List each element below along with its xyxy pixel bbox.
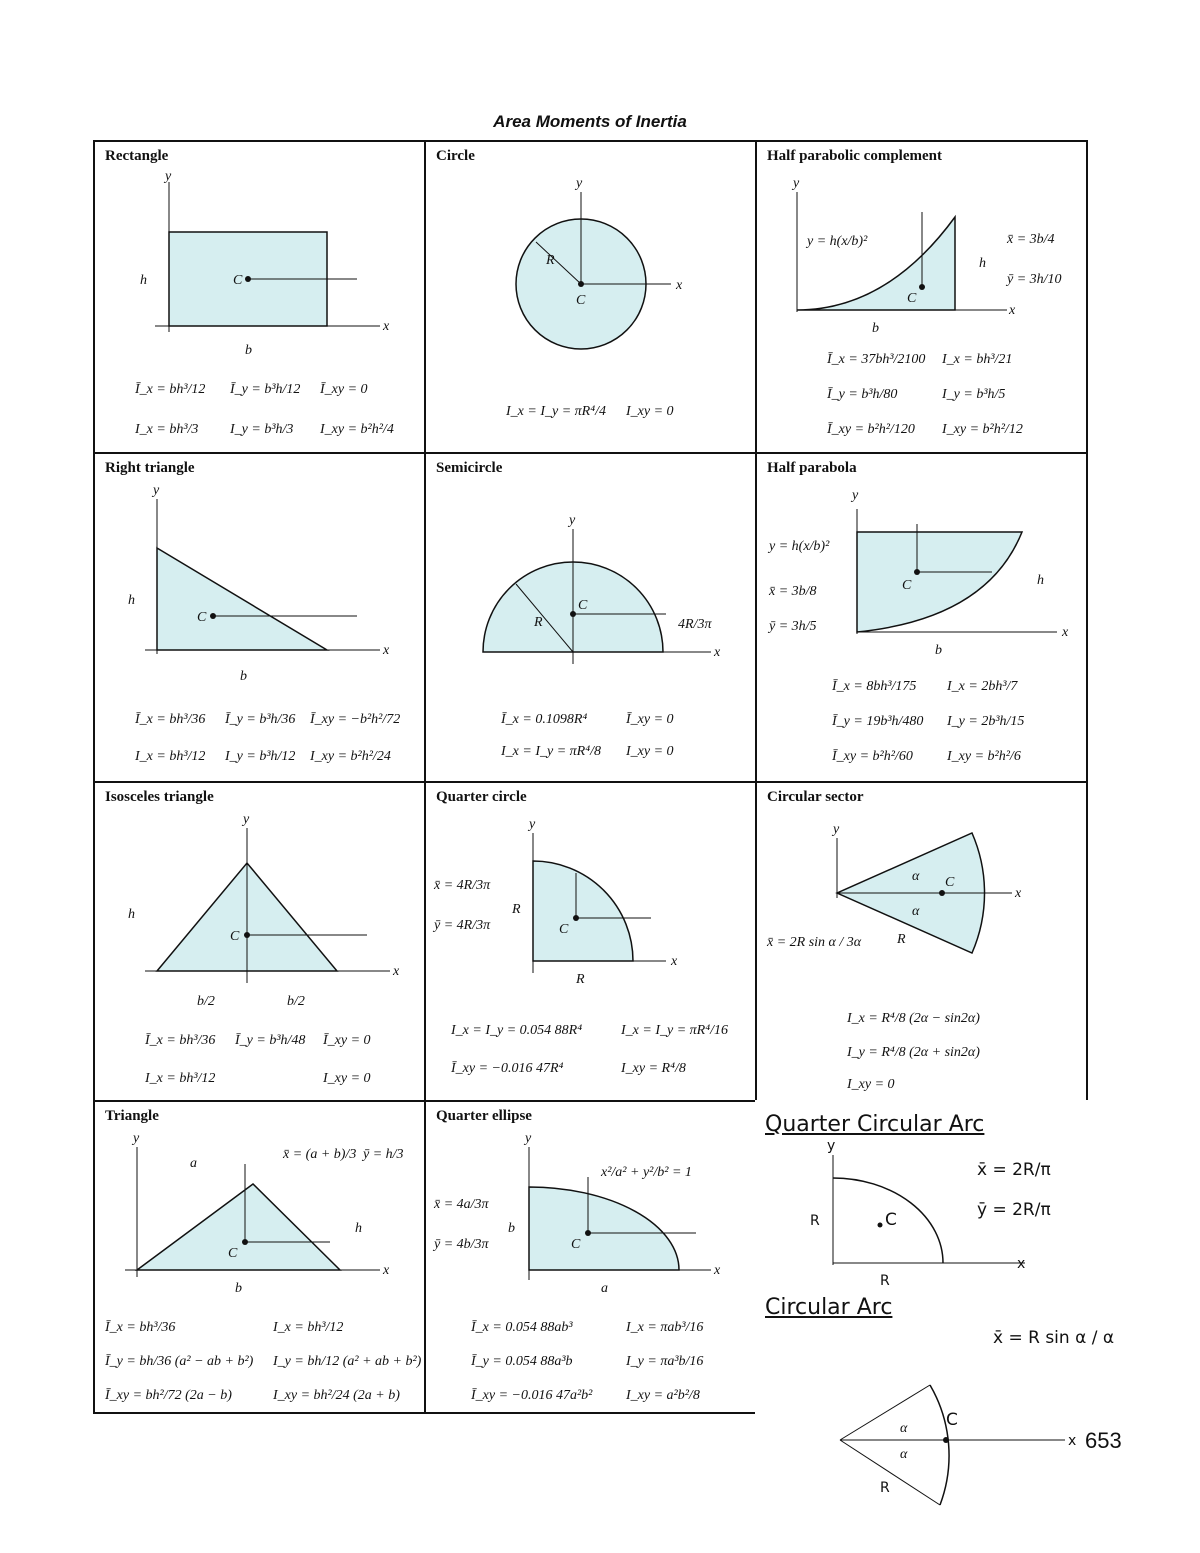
quarter-ellipse-shape [529, 1187, 679, 1270]
centroid-x: x̄ = 2R sin α / 3α [767, 935, 862, 950]
svg-text:α: α [912, 904, 920, 919]
svg-text:y: y [525, 1131, 532, 1146]
formula: Ī_x = bh³/36 [105, 1320, 176, 1335]
svg-text:x: x [383, 643, 390, 658]
formula: Ī_x = bh³/36 [135, 712, 206, 727]
formula: Ī_y = b³h/12 [230, 382, 301, 397]
centroid-y: ȳ = 3h/10 [1007, 272, 1062, 287]
formula: I_xy = bh²/24 (2a + b) [273, 1388, 400, 1403]
svg-text:C: C [233, 273, 243, 288]
svg-text:C: C [945, 875, 955, 890]
svg-text:x: x [1062, 625, 1069, 640]
cell-title: Half parabola [767, 460, 857, 476]
cell-title: Circle [436, 148, 475, 164]
cell-circular-sector [755, 781, 1088, 1102]
formula: Ī_xy = b²h²/120 [827, 422, 915, 437]
formula: Ī_x = 0.054 88ab³ [471, 1320, 573, 1335]
centroid-x: x̄ = 4R/3π [434, 878, 491, 893]
formula: I_xy = 0 [626, 744, 674, 759]
cell-title: Rectangle [105, 148, 169, 164]
svg-text:R: R [576, 972, 585, 987]
svg-text:C: C [902, 578, 912, 593]
svg-text:R: R [512, 902, 521, 917]
formula: I_xy = b²h²/6 [947, 749, 1021, 764]
formula: I_x = I_y = πR⁴/8 [501, 744, 601, 759]
cell-rectangle [93, 140, 426, 454]
formula: Ī_x = bh³/12 [135, 382, 206, 397]
formula: I_xy = 0 [626, 404, 674, 419]
svg-text:h: h [1037, 573, 1044, 588]
formula: Ī_y = b³h/80 [827, 387, 898, 402]
formula: I_x = bh³/12 [145, 1071, 216, 1086]
dimension-label: 4R/3π [678, 617, 712, 632]
isosceles-triangle-diagram [95, 783, 428, 1104]
quarter-arc-title: Quarter Circular Arc [765, 1112, 985, 1137]
svg-text:R: R [546, 253, 555, 268]
formula: I_xy = b²h²/24 [310, 749, 391, 764]
svg-text:a: a [190, 1156, 197, 1171]
cell-half-parabolic-complement [755, 140, 1088, 454]
circular-arc-title: Circular Arc [765, 1295, 893, 1320]
cell-triangle [93, 1100, 426, 1414]
svg-text:α: α [900, 1421, 908, 1436]
page-number: 653 [1085, 1428, 1122, 1453]
cell-title: Quarter ellipse [436, 1108, 532, 1124]
centroid-y: ȳ = 4b/3π [434, 1237, 489, 1252]
cell-title: Triangle [105, 1108, 159, 1124]
formula: Ī_y = bh/36 (a² − ab + b²) [105, 1354, 254, 1369]
half-parabolic-complement-diagram [757, 142, 1090, 456]
svg-text:y: y [243, 812, 250, 827]
formula: I_y = πa³b/16 [626, 1354, 704, 1369]
svg-text:y: y [852, 488, 859, 503]
formula: I_y = R⁴/8 (2α + sin2α) [847, 1045, 980, 1060]
formula: Ī_xy = 0 [626, 712, 674, 727]
formula: I_x = bh³/21 [942, 352, 1013, 367]
triangle-shape [137, 1184, 340, 1270]
svg-text:a: a [601, 1281, 608, 1296]
formula: I_xy = b²h²/12 [942, 422, 1023, 437]
svg-text:C: C [197, 610, 207, 625]
formula: I_x = 2bh³/7 [947, 679, 1018, 694]
formula: Ī_xy = 0 [320, 382, 368, 397]
formula: Ī_x = 0.1098R⁴ [501, 712, 588, 727]
formula: I_xy = 0 [323, 1071, 371, 1086]
formula: Ī_xy = −0.016 47R⁴ [451, 1061, 564, 1076]
quarter-circle-diagram [426, 783, 759, 1104]
svg-text:b: b [245, 343, 252, 358]
complement-shape [797, 217, 955, 310]
svg-text:α: α [900, 1447, 908, 1462]
circular-arc-centroid-x: x̄ = R sin α / α [993, 1328, 1115, 1348]
svg-text:α: α [912, 869, 920, 884]
formula-grid [93, 140, 1115, 1414]
formula: Ī_xy = b²h²/60 [832, 749, 913, 764]
circular-arc-curve [930, 1385, 949, 1505]
svg-text:b: b [235, 1281, 242, 1296]
svg-text:C: C [571, 1237, 581, 1252]
centroid-y: ȳ = 4R/3π [434, 918, 491, 933]
centroid-x: x̄ = 3b/8 [769, 584, 817, 599]
formula: I_xy = R⁴/8 [621, 1061, 686, 1076]
svg-text:b: b [872, 321, 879, 336]
curve-equation: x²/a² + y²/b² = 1 [601, 1165, 692, 1180]
quarter-arc-centroid-x: x̄ = 2R/π [977, 1160, 1051, 1180]
formula: I_x = I_y = πR⁴/4 [506, 404, 606, 419]
svg-text:x: x [383, 1263, 390, 1278]
svg-text:y: y [576, 176, 583, 191]
formula: I_xy = b²h²/4 [320, 422, 394, 437]
svg-text:h: h [979, 256, 986, 271]
rectangle-diagram [95, 142, 428, 456]
svg-text:C: C [559, 922, 569, 937]
svg-text:b: b [935, 643, 942, 658]
svg-text:b: b [508, 1221, 515, 1236]
svg-text:x: x [1009, 303, 1016, 318]
cell-title: Semicircle [436, 460, 503, 476]
centroid-x: x̄ = (a + b)/3 [283, 1147, 357, 1162]
svg-text:h: h [128, 907, 135, 922]
svg-text:y: y [153, 483, 160, 498]
cell-quarter-circle [424, 781, 757, 1102]
svg-text:R: R [897, 932, 906, 947]
svg-text:y: y [827, 1138, 836, 1154]
curve-equation: y = h(x/b)² [807, 234, 868, 249]
half-parabola-shape [857, 532, 1022, 632]
right-triangle-shape [157, 548, 327, 650]
svg-text:y: y [569, 513, 576, 528]
svg-text:x: x [383, 319, 390, 334]
svg-text:y: y [833, 822, 840, 837]
page-title: Area Moments of Inertia [493, 112, 687, 131]
svg-text:h: h [128, 593, 135, 608]
formula: I_y = b³h/3 [230, 422, 294, 437]
svg-text:b/2: b/2 [287, 994, 305, 1009]
formula: I_x = I_y = 0.054 88R⁴ [451, 1023, 583, 1038]
cell-right-triangle [93, 452, 426, 783]
cell-semicircle [424, 452, 757, 783]
centroid-x: x̄ = 3b/4 [1007, 232, 1055, 247]
svg-text:R: R [534, 615, 543, 630]
formula: Ī_y = b³h/48 [235, 1033, 306, 1048]
svg-text:y: y [793, 176, 800, 191]
svg-text:C: C [578, 598, 588, 613]
svg-text:b/2: b/2 [197, 994, 215, 1009]
svg-text:C: C [907, 291, 917, 306]
quarter-arc-centroid-y: ȳ = 2R/π [977, 1200, 1051, 1220]
svg-text:R: R [880, 1480, 890, 1496]
centroid-x: x̄ = 4a/3π [434, 1197, 489, 1212]
cell-title: Half parabolic complement [767, 148, 942, 164]
svg-text:C: C [228, 1246, 238, 1261]
svg-text:C: C [946, 1410, 958, 1430]
formula: Ī_x = 8bh³/175 [832, 679, 917, 694]
formula: Ī_y = 19b³h/480 [832, 714, 924, 729]
formula: I_y = b³h/5 [942, 387, 1006, 402]
formula: Ī_xy = 0 [323, 1033, 371, 1048]
svg-text:y: y [165, 169, 172, 184]
formula: I_x = bh³/12 [273, 1320, 344, 1335]
svg-text:x: x [1017, 1256, 1026, 1272]
formula: Ī_xy = −0.016 47a²b² [471, 1388, 593, 1403]
svg-text:R: R [810, 1213, 820, 1229]
formula: Ī_y = 0.054 88a³b [471, 1354, 573, 1369]
svg-text:y: y [133, 1131, 140, 1146]
svg-text:R: R [880, 1273, 890, 1289]
svg-text:h: h [140, 273, 147, 288]
cell-title: Quarter circle [436, 789, 527, 805]
formula: I_x = R⁴/8 (2α − sin2α) [847, 1011, 980, 1026]
svg-text:C: C [230, 929, 240, 944]
svg-text:h: h [355, 1221, 362, 1236]
svg-text:x: x [1015, 886, 1022, 901]
svg-text:x: x [714, 1263, 721, 1278]
cell-half-parabola [755, 452, 1088, 783]
cell-quarter-ellipse [424, 1100, 757, 1414]
right-triangle-diagram [95, 454, 428, 785]
svg-text:x: x [393, 964, 400, 979]
formula: I_xy = a²b²/8 [626, 1388, 700, 1403]
handwritten-area [755, 1100, 1115, 1414]
svg-text:C: C [576, 293, 586, 308]
formula: Ī_y = b³h/36 [225, 712, 296, 727]
formula: I_y = bh/12 (a² + ab + b²) [273, 1354, 422, 1369]
cell-isosceles-triangle [93, 781, 426, 1102]
formula: Ī_x = bh³/36 [145, 1033, 216, 1048]
centroid-y: ȳ = h/3 [363, 1147, 404, 1162]
svg-text:b: b [240, 669, 247, 684]
svg-text:y: y [529, 817, 536, 832]
curve-equation: y = h(x/b)² [769, 539, 830, 554]
circular-arc-diagram [820, 1380, 1090, 1540]
cell-title: Right triangle [105, 460, 195, 476]
formula: Ī_xy = −b²h²/72 [310, 712, 401, 727]
cell-title: Circular sector [767, 789, 864, 805]
formula: Ī_x = 37bh³/2100 [827, 352, 926, 367]
formula: I_x = I_y = πR⁴/16 [621, 1023, 728, 1038]
formula: I_y = 2b³h/15 [947, 714, 1025, 729]
formula: I_x = bh³/3 [135, 422, 199, 437]
formula: Ī_xy = bh²/72 (2a − b) [105, 1388, 232, 1403]
svg-text:x: x [714, 645, 721, 660]
quarter-circle-shape [533, 861, 633, 961]
centroid-y: ȳ = 3h/5 [769, 619, 817, 634]
formula: I_xy = 0 [847, 1077, 895, 1092]
formula: I_y = b³h/12 [225, 749, 296, 764]
formula: I_x = πab³/16 [626, 1320, 704, 1335]
formula: I_x = bh³/12 [135, 749, 206, 764]
svg-text:x: x [676, 278, 683, 293]
cell-circle [424, 140, 757, 454]
svg-text:x: x [1068, 1433, 1077, 1449]
svg-text:x: x [671, 954, 678, 969]
svg-text:C: C [885, 1210, 897, 1230]
quarter-arc-diagram [755, 1100, 1088, 1420]
cell-title: Isosceles triangle [105, 789, 214, 805]
